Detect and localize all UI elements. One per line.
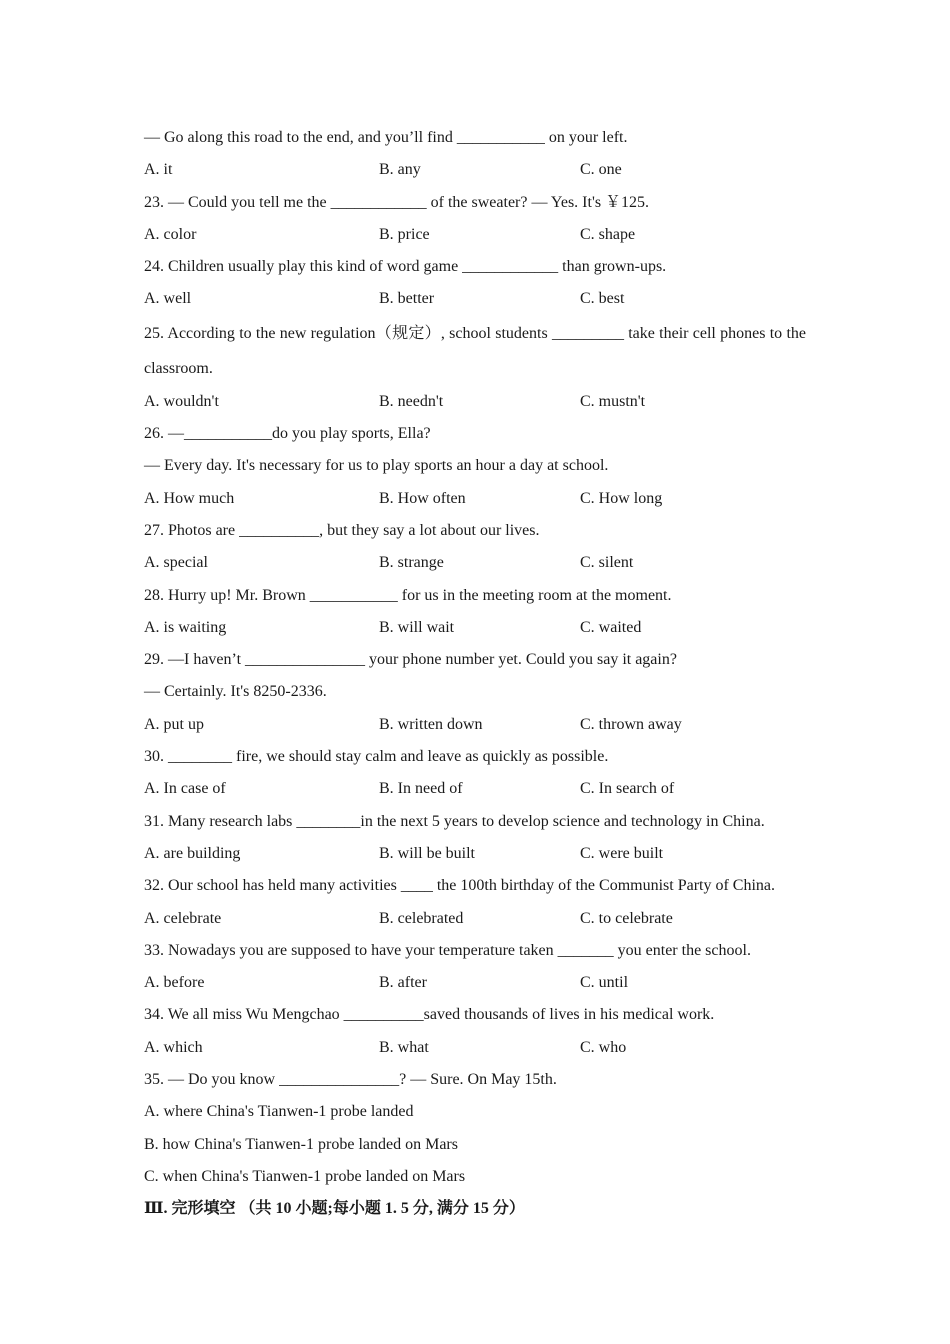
question-27: 27. Photos are __________, but they say a lot about our lives. <box>144 521 540 539</box>
question-27-options <box>144 547 814 579</box>
question-34-options <box>144 1032 814 1064</box>
option-b: B. after <box>379 974 427 992</box>
option-b: B. what <box>379 1038 429 1056</box>
option-b: B. will wait <box>379 618 455 636</box>
question-35-option-b: B. how China's Tianwen-1 probe landed on Mars <box>144 1135 458 1153</box>
option-c: C. mustn't <box>580 392 646 410</box>
question-32: 32. Our school has held many activities ____ the 100th birthday of the Communist Party of China. <box>144 877 776 895</box>
question-35: 35. — Do you know _______________? — Sure. On May 15th. <box>144 1071 557 1089</box>
question-28-options <box>144 612 814 644</box>
question-25-options <box>144 386 814 418</box>
option-a: A. How much <box>144 489 235 507</box>
option-a: A. well <box>144 290 192 308</box>
question-24: 24. Children usually play this kind of word game ____________ than grown-ups. <box>144 258 667 276</box>
question-25: 25. According to the new regulation（规定）, school students _________ take their cell phones to the classroom. <box>144 324 806 377</box>
option-b: B. How often <box>379 489 466 507</box>
option-c: C. to celebrate <box>580 909 673 927</box>
option-a: A. celebrate <box>144 909 222 927</box>
option-c: C. silent <box>580 554 634 572</box>
section-heading-cloze: Ⅲ. 完形填空 （共 10 小题;每小题 1. 5 分, 满分 15 分） <box>144 1200 525 1218</box>
question-24-options <box>144 283 814 315</box>
option-c: C. who <box>580 1038 627 1056</box>
option-a: A. special <box>144 554 208 572</box>
option-b: B. In need of <box>379 780 463 798</box>
option-a: A. wouldn't <box>144 392 219 410</box>
option-b: B. needn't <box>379 392 444 410</box>
option-c: C. best <box>580 290 625 308</box>
question-33-options <box>144 967 814 999</box>
option-b: B. strange <box>379 554 444 572</box>
question-31-options <box>144 838 814 870</box>
question-29-options <box>144 709 814 741</box>
option-a: A. color <box>144 225 197 243</box>
option-c: C. thrown away <box>580 715 682 733</box>
question-23-options <box>144 219 814 251</box>
question-23: 23. — Could you tell me the ____________ of the sweater? — Yes. It's ￥125. <box>144 193 650 211</box>
question-35-option-c: C. when China's Tianwen-1 probe landed on Mars <box>144 1167 466 1185</box>
option-c: C. In search of <box>580 780 675 798</box>
option-a: A. In case of <box>144 780 226 798</box>
question-26-reply: — Every day. It's necessary for us to play sports an hour a day at school. <box>144 457 609 475</box>
question-31: 31. Many research labs ________in the next 5 years to develop science and technology in China. <box>144 812 765 830</box>
option-b: B. better <box>379 290 435 308</box>
option-c: C. until <box>580 974 629 992</box>
option-b: B. celebrated <box>379 909 464 927</box>
option-b: B. any <box>379 161 421 179</box>
option-c: C. How long <box>580 489 663 507</box>
option-a: A. are building <box>144 844 241 862</box>
question-32-options <box>144 903 814 935</box>
option-a: A. before <box>144 974 205 992</box>
question-33: 33. Nowadays you are supposed to have your temperature taken _______ you enter the school. <box>144 941 751 959</box>
question-22-options <box>144 154 814 186</box>
option-a: A. is waiting <box>144 618 227 636</box>
question-29: 29. —I haven’t _______________ your phone number yet. Could you say it again? <box>144 651 677 669</box>
question-29-reply: — Certainly. It's 8250-2336. <box>144 683 327 701</box>
option-c: C. were built <box>580 844 664 862</box>
question-28: 28. Hurry up! Mr. Brown ___________ for us in the meeting room at the moment. <box>144 586 672 604</box>
question-35-option-a: A. where China's Tianwen-1 probe landed <box>144 1103 414 1121</box>
exam-page <box>144 122 814 1226</box>
option-a: A. it <box>144 161 173 179</box>
option-b: B. written down <box>379 715 483 733</box>
option-b: B. price <box>379 225 430 243</box>
question-30-options <box>144 773 814 805</box>
question-22-prompt: — Go along this road to the end, and you’ll find ___________ on your left. <box>144 129 628 146</box>
question-34: 34. We all miss Wu Mengchao __________saved thousands of lives in his medical work. <box>144 1006 715 1024</box>
question-26: 26. —___________do you play sports, Ella? <box>144 425 431 443</box>
option-c: C. waited <box>580 618 642 636</box>
question-26-options <box>144 483 814 515</box>
option-b: B. will be built <box>379 844 475 862</box>
option-a: A. which <box>144 1038 203 1056</box>
option-c: C. one <box>580 161 622 179</box>
question-30: 30. ________ fire, we should stay calm and leave as quickly as possible. <box>144 748 609 766</box>
option-a: A. put up <box>144 715 204 733</box>
option-c: C. shape <box>580 225 636 243</box>
